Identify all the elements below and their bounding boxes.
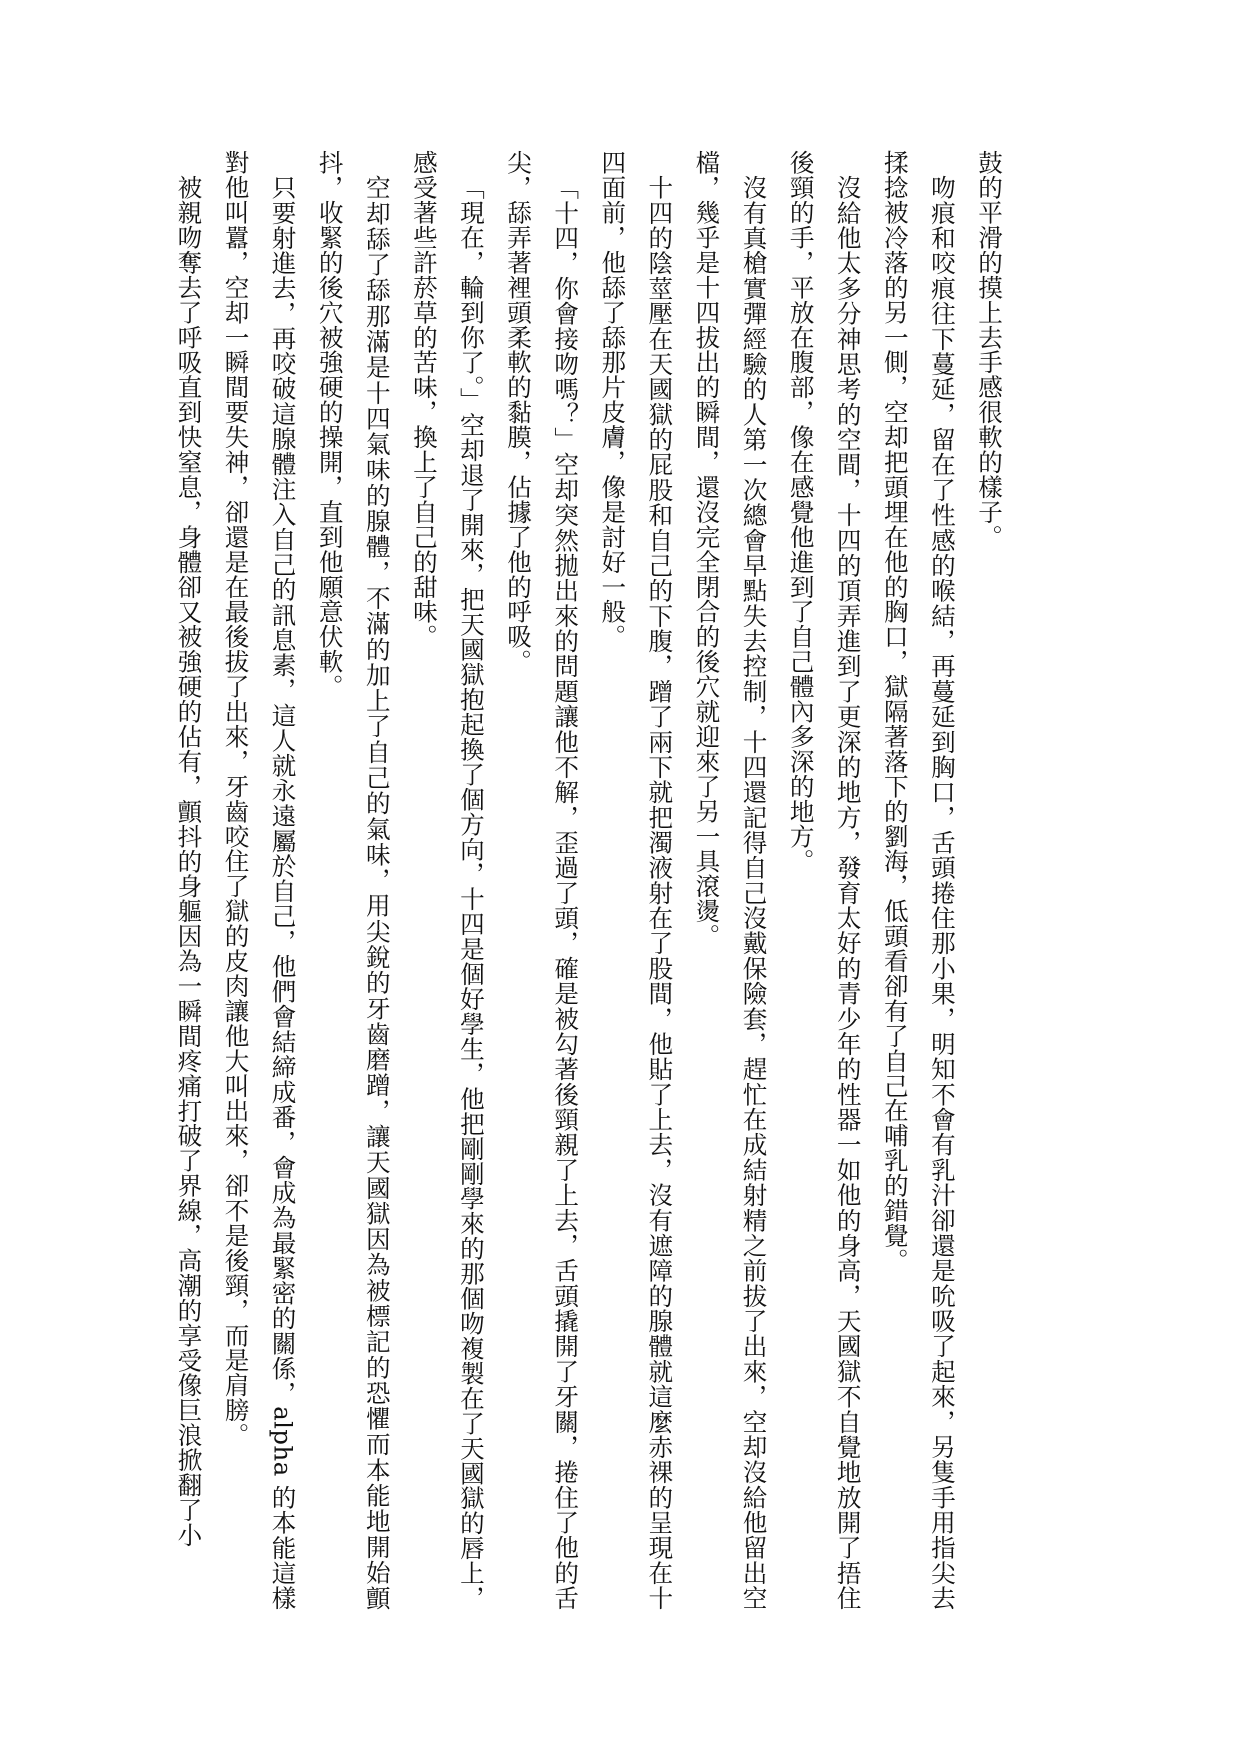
paragraph: 沒給他太多分神思考的空間，十四的頂弄進到了更深的地方，發育太好的青少年的性器一如他的身高，天國獄不自覺地放開了捂住後頸的手，平放在腹部，像在感覺他進到了自己體內多深的地方。	[786, 150, 863, 1610]
paragraph-dialogue: 「十四，你會接吻嗎？」空却突然拋出來的問題讓他不解，歪過了頭，確是被勾著後頸親了上去，舌頭撬開了牙關，捲住了他的舌尖，舔弄著裡頭柔軟的黏膜，佔據了他的呼吸。	[504, 150, 581, 1610]
paragraph: 被親吻奪去了呼吸直到快窒息，身體卻又被強硬的佔有，顫抖的身軀因為一瞬間疼痛打破了界線，高潮的享受像巨浪掀翻了小	[174, 174, 204, 1547]
paragraph: 只要射進去，再咬破這腺體注入自己的訊息素，這人就永遠屬於自己，他們會結締成番，會成為最緊密的關係，alpha 的本能這樣對他叫囂，空却一瞬間要失神，卻還是在最後拔了出來，牙齒咬住了獄的皮肉讓他大叫出來，卻不是後頸，而是肩膀。	[221, 150, 298, 1610]
paragraph: 沒有真槍實彈經驗的人第一次總會早點失去控制，十四還記得自己沒戴保險套，趕忙在成結射精之前拔了出來，空却沒給他留出空檔，幾乎是十四拔出的瞬間，還沒完全閉合的後穴就迎來了另一具滾燙。	[692, 150, 769, 1610]
vertical-text-body	[174, 150, 1013, 1610]
paragraph-continuation: 鼓的平滑的摸上去手感很軟的樣子。	[975, 150, 1004, 550]
paragraph: 吻痕和咬痕往下蔓延，留在了性感的喉結，再蔓延到胸口，舌頭捲住那小果，明知不會有乳汁卻還是吮吸了起來，另隻手用指尖去揉捻被冷落的另一側，空却把頭埋在他的胸口，獄隔著落下的劉海，低頭看卻有了自己在哺乳的錯覺。	[880, 150, 957, 1610]
paragraph: 空却舔了舔那滿是十四氣味的腺體，不滿的加上了自己的氣味，用尖銳的牙齒磨蹭，讓天國獄因為被標記的恐懼而本能地開始顫抖，收緊的後穴被強硬的操開，直到他願意伏軟。	[315, 150, 392, 1610]
paragraph: 十四的陰莖壓在天國獄的屁股和自己的下腹，蹭了兩下就把濁液射在了股間，他貼了上去，沒有遮障的腺體就這麼赤裸的呈現在十四面前，他舔了舔那片皮膚，像是討好一般。	[598, 150, 675, 1610]
paragraph-dialogue: 「現在，輪到你了。」空却退了開來，把天國獄抱起換了個方向，十四是個好學生，他把剛剛學來的那個吻複製在了天國獄的唇上，感受著些許菸草的苦味，換上了自己的甜味。	[409, 150, 486, 1610]
